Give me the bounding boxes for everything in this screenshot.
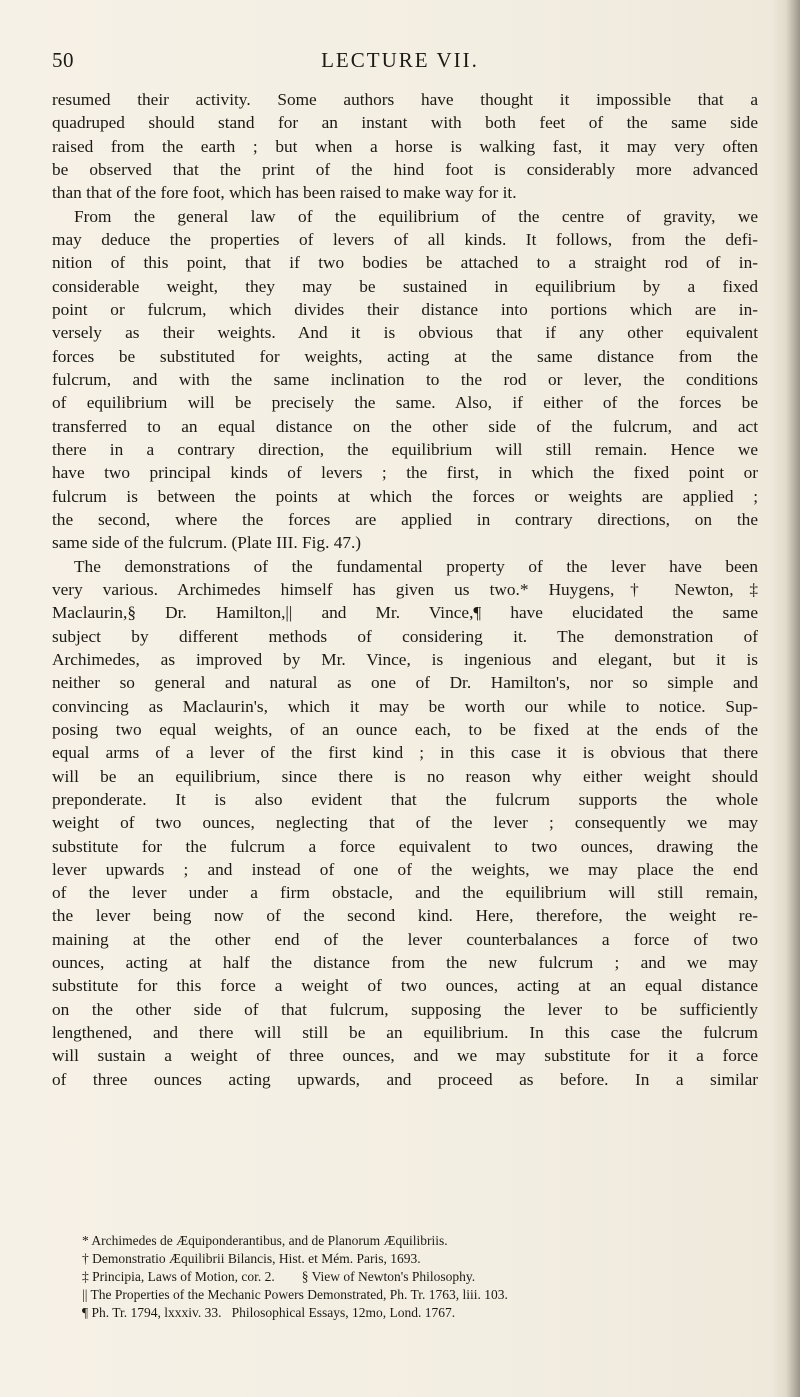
text-line: weight of two ounces, neglecting that of the lever ; consequently we may bbox=[52, 813, 758, 833]
text-line: may deduce the properties of levers of all kinds. It follows, from the defi- bbox=[52, 229, 758, 249]
text-line: will sustain a weight of three ounces, and we may substitute for it a force bbox=[52, 1046, 758, 1066]
text-line: there in a contrary direction, the equilibrium will still remain. Hence we bbox=[52, 439, 758, 459]
text-line: fulcrum is between the points at which the forces or weights are applied ; bbox=[52, 486, 758, 506]
text-line: Maclaurin,§ Dr. Hamilton,|| and Mr. Vince,¶ have elucidated the same bbox=[52, 603, 758, 623]
text-line: substitute for this force a weight of two ounces, acting at an equal distance bbox=[52, 976, 758, 996]
footnote: ‡ Principia, Laws of Motion, cor. 2. § View of Newton's Philosophy. bbox=[82, 1269, 476, 1284]
footnote: * Archimedes de Æquiponderantibus, and de Planorum Æquilibriis. bbox=[82, 1233, 448, 1248]
running-head: LECTURE VII. bbox=[321, 48, 479, 72]
text-line: raised from the earth ; but when a horse is walking fast, it may very often bbox=[52, 136, 758, 156]
text-line: of the lever under a firm obstacle, and the equilibrium will still remain, bbox=[52, 883, 758, 903]
text-line: nition of this point, that if two bodies be attached to a straight rod of in- bbox=[52, 253, 758, 273]
page-number: 50 bbox=[52, 48, 74, 72]
text-line: transferred to an equal distance on the other side of the fulcrum, and act bbox=[52, 416, 758, 436]
text-line: considerable weight, they may be sustained in equilibrium by a fixed bbox=[52, 276, 758, 296]
text-line: convincing as Maclaurin's, which it may be worth our while to notice. Sup- bbox=[52, 696, 758, 716]
text-line: have two principal kinds of levers ; the first, in which the fixed point or bbox=[52, 463, 758, 483]
text-line: on the other side of that fulcrum, supposing the lever to be sufficiently bbox=[52, 999, 758, 1019]
text-line: point or fulcrum, which divides their distance into portions which are in- bbox=[52, 299, 758, 319]
text-line: same side of the fulcrum. (Plate III. Fig. 47.) bbox=[52, 533, 362, 553]
footnotes bbox=[82, 1232, 732, 1322]
text-line: posing two equal weights, of an ounce each, to be fixed at the ends of the bbox=[52, 719, 758, 739]
text-line: equal arms of a lever of the first kind ; in this case it is obvious that there bbox=[52, 743, 758, 763]
text-line: very various. Archimedes himself has given us two.* Huygens,† Newton,‡ bbox=[52, 579, 758, 599]
footnote: † Demonstratio Æquilibrii Bilancis, Hist. et Mém. Paris, 1693. bbox=[82, 1251, 421, 1266]
text-line: than that of the fore foot, which has been raised to make way for it. bbox=[52, 183, 517, 203]
text-line: fulcrum, and with the same inclination to the rod or lever, the conditions bbox=[52, 369, 758, 389]
text-line: The demonstrations of the fundamental property of the lever have been bbox=[74, 556, 758, 576]
text-line: of equilibrium will be precisely the same. Also, if either of the forces be bbox=[52, 393, 758, 413]
text-line: will be an equilibrium, since there is no reason why either weight should bbox=[52, 766, 758, 786]
text-line: preponderate. It is also evident that the fulcrum supports the whole bbox=[52, 789, 758, 809]
footnote: || The Properties of the Mechanic Powers Demonstrated, Ph. Tr. 1763, liii. 103. bbox=[82, 1287, 508, 1302]
text-line: quadruped should stand for an instant with both feet of the same side bbox=[52, 113, 758, 133]
text-line: versely as their weights. And it is obvious that if any other equivalent bbox=[52, 323, 758, 343]
text-line: ounces, acting at half the distance from the new fulcrum ; and we may bbox=[52, 953, 758, 973]
footnote: ¶ Ph. Tr. 1794, lxxxiv. 33. Philosophical Essays, 12mo, Lond. 1767. bbox=[82, 1305, 456, 1320]
text-line: of three ounces acting upwards, and proceed as before. In a similar bbox=[52, 1069, 758, 1089]
page-edge-shadow bbox=[772, 0, 800, 1397]
body-text bbox=[52, 88, 758, 1091]
text-line: the second, where the forces are applied in contrary directions, on the bbox=[52, 509, 758, 529]
text-line: From the general law of the equilibrium of the centre of gravity, we bbox=[74, 206, 758, 226]
text-line: resumed their activity. Some authors have thought it impossible that a bbox=[52, 90, 758, 109]
text-line: lever upwards ; and instead of one of the weights, we may place the end bbox=[52, 859, 758, 879]
text-line: maining at the other end of the lever counterbalances a force of two bbox=[52, 929, 758, 949]
text-line: forces be substituted for weights, acting at the same distance from the bbox=[52, 346, 758, 366]
text-line: the lever being now of the second kind. Here, therefore, the weight re- bbox=[52, 906, 758, 926]
text-line: lengthened, and there will still be an equilibrium. In this case the fulcrum bbox=[52, 1023, 758, 1043]
text-line: Archimedes, as improved by Mr. Vince, is ingenious and elegant, but it is bbox=[52, 649, 758, 669]
text-line: neither so general and natural as one of Dr. Hamilton's, nor so simple and bbox=[52, 673, 758, 693]
text-line: be observed that the print of the hind foot is considerably more advanced bbox=[52, 159, 758, 179]
text-line: subject by different methods of considering it. The demonstration of bbox=[52, 626, 758, 646]
text-line: substitute for the fulcrum a force equivalent to two ounces, drawing the bbox=[52, 836, 758, 856]
